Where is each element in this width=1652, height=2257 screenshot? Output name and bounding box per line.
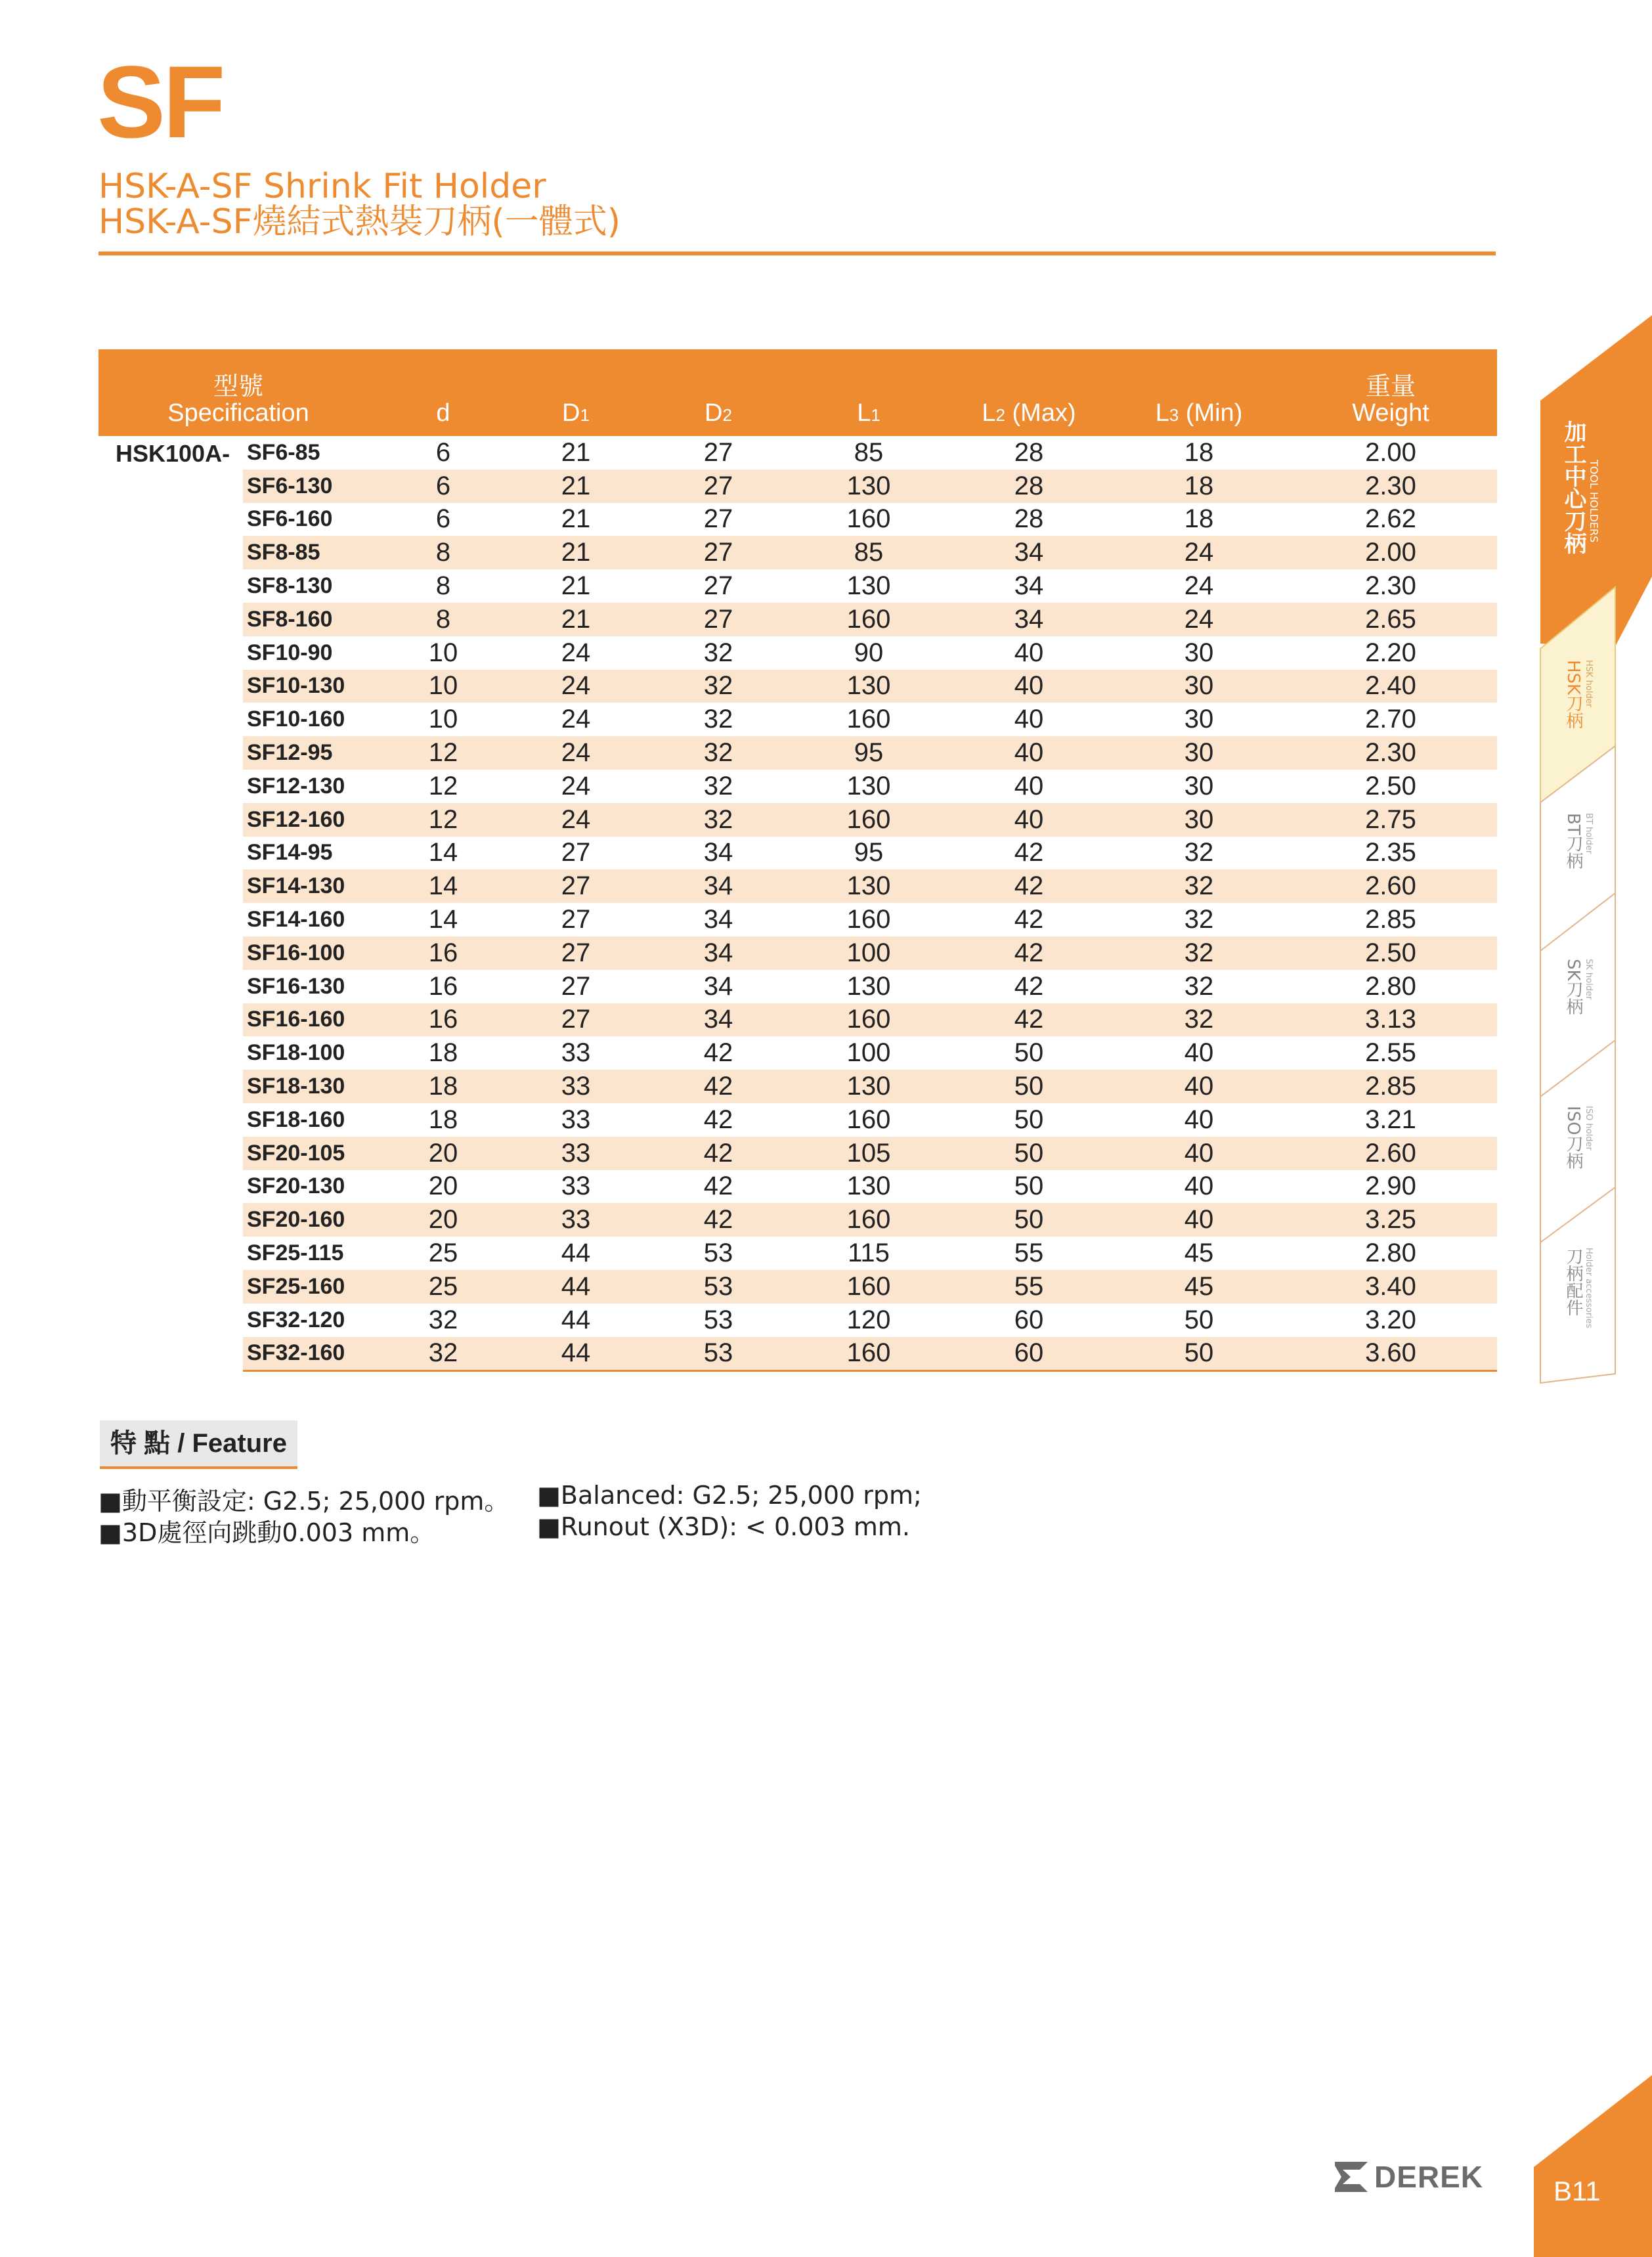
cell-L1: 130 [793, 1070, 944, 1103]
sidebar-tab-bt[interactable]: BT刀柄 [1563, 813, 1583, 869]
model-cell: SF25-115 [247, 1240, 344, 1266]
cell-L3: 40 [1184, 1172, 1214, 1201]
cell-d: 18 [428, 1038, 458, 1068]
table-row [98, 670, 1497, 703]
cell-D1: 27 [561, 971, 591, 1001]
cell-D2: 32 [703, 705, 733, 734]
cell-L1: 130 [846, 571, 891, 601]
cell-d: 14 [428, 905, 458, 934]
cell-L1: 95 [793, 736, 944, 770]
table-row [98, 470, 1497, 503]
cell-L2: 42 [944, 869, 1114, 903]
cell-w: 2.30 [1284, 736, 1497, 770]
table-row [98, 1304, 1497, 1337]
cell-D2: 27 [703, 571, 733, 601]
cell-L1: 95 [854, 838, 884, 867]
cell-D1: 44 [508, 1337, 643, 1371]
page-number: B11 [1554, 2176, 1601, 2206]
cell-L1: 130 [846, 971, 891, 1001]
cell-D1: 24 [561, 771, 591, 800]
model-cell: SF25-160 [243, 1270, 378, 1304]
cell-d: 20 [428, 1172, 458, 1201]
cell-d: 14 [378, 869, 508, 903]
model-cell: SF16-100 [243, 936, 378, 970]
cell-L1: 100 [793, 936, 944, 970]
cell-D1: 27 [561, 905, 591, 934]
cell-L2: 40 [1014, 771, 1044, 800]
cell-L3: 24 [1114, 536, 1284, 569]
cell-D1: 27 [508, 869, 643, 903]
header-weight [1284, 349, 1497, 436]
derek-logo-icon [1335, 2162, 1368, 2192]
cell-L1: 115 [848, 1238, 890, 1268]
model-cell: SF8-160 [243, 603, 378, 636]
cell-D1: 24 [508, 736, 643, 770]
cell-L3: 30 [1114, 670, 1284, 703]
cell-w: 3.20 [1365, 1305, 1416, 1334]
cell-w: 2.62 [1365, 504, 1416, 534]
model-cell: SF32-120 [247, 1307, 345, 1332]
sidebar-tab-iso[interactable]: ISO刀柄 [1563, 1106, 1583, 1170]
cell-w: 2.70 [1365, 705, 1416, 734]
model-cell: SF8-130 [247, 573, 333, 599]
table-row [98, 869, 1497, 903]
model-cell: SF18-130 [243, 1070, 378, 1103]
cell-w: 2.55 [1365, 1038, 1416, 1068]
cell-L3: 40 [1114, 1070, 1284, 1103]
cell-L1: 160 [793, 1003, 944, 1037]
cell-L2: 42 [1014, 838, 1044, 867]
model-cell: SF12-160 [243, 803, 378, 837]
table-row [98, 903, 1497, 936]
table-row [98, 636, 1497, 670]
cell-D2: 42 [643, 1203, 793, 1237]
cell-d: 18 [378, 1070, 508, 1103]
cell-w: 3.13 [1284, 1003, 1497, 1037]
header-weight-zh: 重量 [1365, 373, 1416, 401]
cell-d: 20 [378, 1203, 508, 1237]
model-cell: SF12-130 [247, 773, 345, 799]
brand-logo [1335, 2159, 1483, 2195]
cell-w: 2.85 [1284, 1070, 1497, 1103]
cell-L2: 50 [1014, 1172, 1044, 1201]
cell-L1: 160 [846, 1105, 891, 1134]
header-L1: L1 [793, 349, 944, 436]
cell-D1: 24 [508, 670, 643, 703]
cell-d: 6 [435, 504, 451, 534]
sidebar-tab-hsk-en: HSK holder [1584, 660, 1594, 708]
table-row [98, 536, 1497, 569]
cell-w: 2.50 [1284, 936, 1497, 970]
cell-d: 25 [428, 1238, 458, 1268]
cell-D1: 21 [508, 470, 643, 503]
cell-L2: 34 [944, 603, 1114, 636]
cell-L2: 28 [1014, 504, 1044, 534]
sidebar-tab-accessories[interactable]: 刀柄配件 [1563, 1248, 1583, 1316]
cell-L3: 30 [1114, 736, 1284, 770]
title-underline [98, 252, 1496, 255]
table-row [98, 837, 1497, 870]
cell-L1: 160 [793, 1270, 944, 1304]
model-cell: SF14-130 [243, 869, 378, 903]
cell-D1: 44 [561, 1305, 591, 1334]
cell-L1: 130 [793, 670, 944, 703]
cell-D2: 34 [703, 905, 733, 934]
table-row [98, 503, 1497, 537]
table-row [98, 936, 1497, 970]
cell-w: 2.40 [1284, 670, 1497, 703]
cell-L2: 50 [944, 1203, 1114, 1237]
feature-en-2: ■Runout (X3D): < 0.003 mm. [537, 1512, 910, 1541]
cell-L2: 40 [944, 670, 1114, 703]
table-row [98, 569, 1497, 603]
cell-w: 2.80 [1365, 1238, 1416, 1268]
cell-L3: 30 [1184, 638, 1214, 667]
cell-D1: 21 [561, 504, 591, 534]
cell-L2: 50 [1014, 1105, 1044, 1134]
cell-d: 25 [378, 1270, 508, 1304]
cell-d: 12 [428, 771, 458, 800]
cell-w: 2.80 [1365, 971, 1416, 1001]
cell-L2: 42 [1014, 971, 1044, 1001]
cell-d: 32 [378, 1337, 508, 1371]
cell-D1: 33 [508, 1137, 643, 1170]
model-cell: SF12-95 [243, 736, 378, 770]
model-cell: SF18-160 [247, 1107, 345, 1132]
cell-D1: 33 [508, 1070, 643, 1103]
cell-L2: 50 [1014, 1038, 1044, 1068]
table-row [98, 1337, 1497, 1371]
cell-D2: 27 [643, 470, 793, 503]
cell-D1: 24 [561, 638, 591, 667]
cell-L2: 50 [944, 1070, 1114, 1103]
cell-L1: 160 [846, 504, 891, 534]
cell-D2: 42 [703, 1172, 733, 1201]
table-row [98, 1237, 1497, 1270]
sidebar-tab-hsk[interactable]: HSK刀柄 [1563, 660, 1583, 730]
cell-D1: 33 [561, 1172, 591, 1201]
model-cell: SF10-160 [247, 707, 345, 732]
cell-w: 2.20 [1365, 638, 1416, 667]
cell-L1: 85 [854, 437, 884, 467]
sidebar-tab-sk-en: SK holder [1584, 959, 1594, 1000]
cell-L1: 160 [793, 1337, 944, 1371]
cell-L2: 60 [1014, 1305, 1044, 1334]
cell-L2: 42 [944, 1003, 1114, 1037]
cell-L2: 42 [944, 936, 1114, 970]
cell-D1: 33 [561, 1105, 591, 1134]
cell-d: 12 [378, 803, 508, 837]
table-row [98, 703, 1497, 736]
header-spec [98, 349, 378, 436]
cell-D2: 42 [703, 1038, 733, 1068]
table-row [98, 1070, 1497, 1103]
cell-d: 14 [428, 838, 458, 867]
cell-D1: 44 [561, 1238, 591, 1268]
cell-L3: 32 [1184, 838, 1214, 867]
cell-w: 3.21 [1365, 1105, 1416, 1134]
cell-d: 18 [428, 1105, 458, 1134]
cell-D2: 42 [703, 1105, 733, 1134]
cell-d: 16 [378, 936, 508, 970]
cell-w: 2.00 [1365, 437, 1416, 467]
cell-w: 2.60 [1284, 1137, 1497, 1170]
model-cell: SF20-160 [243, 1203, 378, 1237]
spec-table-body [98, 436, 1497, 1371]
cell-w: 2.50 [1365, 771, 1416, 800]
header-D1: D1 [508, 349, 643, 436]
table-row [98, 970, 1497, 1003]
model-cell: SF6-160 [247, 506, 333, 532]
cell-L1: 105 [793, 1137, 944, 1170]
sidebar-tab-bt-en: BT holder [1584, 813, 1594, 854]
cell-L2: 60 [944, 1337, 1114, 1371]
table-header-row [98, 349, 1497, 436]
cell-L3: 30 [1114, 803, 1284, 837]
cell-D1: 33 [561, 1038, 591, 1068]
cell-w: 3.25 [1284, 1203, 1497, 1237]
cell-d: 16 [428, 971, 458, 1001]
cell-L1: 130 [846, 771, 891, 800]
cell-L3: 45 [1184, 1238, 1214, 1268]
page-title: SF [97, 45, 223, 160]
cell-d: 6 [435, 437, 451, 467]
cell-L3: 24 [1114, 603, 1284, 636]
brand-name: DEREK [1374, 2160, 1484, 2194]
cell-L3: 40 [1114, 1137, 1284, 1170]
cell-L3: 24 [1184, 571, 1214, 601]
cell-L2: 40 [944, 736, 1114, 770]
cell-D2: 27 [703, 437, 733, 467]
cell-D1: 27 [508, 1003, 643, 1037]
feature-heading: 特 點 / Feature [100, 1420, 297, 1469]
cell-w: 2.60 [1284, 869, 1497, 903]
cell-d: 8 [435, 571, 451, 601]
page-corner-graphic [1534, 2075, 1652, 2257]
cell-L3: 40 [1184, 1105, 1214, 1134]
cell-L1: 160 [793, 803, 944, 837]
cell-D1: 24 [508, 803, 643, 837]
table-row [98, 736, 1497, 770]
cell-d: 16 [378, 1003, 508, 1037]
cell-D1: 27 [508, 936, 643, 970]
header-spec-zh: 型號 [213, 373, 263, 401]
cell-D2: 42 [643, 1137, 793, 1170]
cell-D2: 32 [703, 771, 733, 800]
table-row [98, 1203, 1497, 1237]
cell-L3: 32 [1114, 1003, 1284, 1037]
feature-zh-2: ■3D處徑向跳動0.003 mm。 [98, 1518, 435, 1547]
cell-L1: 130 [846, 1172, 891, 1201]
cell-D2: 27 [643, 536, 793, 569]
header-L3: L3 (Min) [1114, 349, 1284, 436]
cell-L3: 45 [1114, 1270, 1284, 1304]
model-cell: SF6-85 [247, 439, 320, 465]
cell-L2: 40 [1014, 638, 1044, 667]
cell-L2: 34 [1014, 571, 1044, 601]
series-label: HSK100A- [116, 440, 230, 467]
cell-L2: 55 [1014, 1238, 1044, 1268]
table-row [98, 436, 1497, 470]
model-cell: SF10-130 [243, 670, 378, 703]
cell-d: 10 [378, 670, 508, 703]
cell-L3: 30 [1184, 771, 1214, 800]
cell-L1: 160 [793, 603, 944, 636]
cell-L2: 42 [1014, 905, 1044, 934]
cell-D2: 32 [703, 638, 733, 667]
cell-D1: 24 [561, 705, 591, 734]
cell-L3: 32 [1114, 869, 1284, 903]
cell-w: 2.30 [1284, 470, 1497, 503]
cell-D2: 32 [643, 803, 793, 837]
cell-L3: 32 [1184, 905, 1214, 934]
model-cell: SF10-90 [247, 640, 333, 665]
table-row [98, 1103, 1497, 1137]
cell-D1: 33 [508, 1203, 643, 1237]
table-row [98, 770, 1497, 803]
cell-L3: 40 [1114, 1203, 1284, 1237]
cell-L1: 130 [793, 470, 944, 503]
cell-L3: 50 [1114, 1337, 1284, 1371]
cell-L2: 28 [944, 470, 1114, 503]
cell-w: 2.00 [1284, 536, 1497, 569]
feature-zh-1: ■動平衡設定: G2.5; 25,000 rpm。 [98, 1487, 510, 1516]
model-cell: SF6-130 [243, 470, 378, 503]
cell-L3: 32 [1114, 936, 1284, 970]
cell-L3: 40 [1184, 1038, 1214, 1068]
model-cell: SF32-160 [243, 1337, 378, 1371]
header-D2: D2 [643, 349, 793, 436]
cell-d: 20 [378, 1137, 508, 1170]
cell-d: 8 [378, 536, 508, 569]
cell-L2: 40 [944, 803, 1114, 837]
cell-w: 2.75 [1284, 803, 1497, 837]
table-row [98, 1003, 1497, 1037]
model-cell: SF14-95 [247, 840, 333, 866]
cell-w: 2.30 [1365, 571, 1416, 601]
cell-d: 8 [378, 603, 508, 636]
cell-L2: 55 [944, 1270, 1114, 1304]
cell-d: 10 [428, 638, 458, 667]
model-cell: SF16-160 [243, 1003, 378, 1037]
subtitle-english: HSK-A-SF Shrink Fit Holder [98, 167, 546, 206]
cell-L3: 50 [1184, 1305, 1214, 1334]
cell-L1: 90 [854, 638, 884, 667]
cell-D2: 53 [703, 1305, 733, 1334]
cell-D1: 44 [508, 1270, 643, 1304]
model-cell: SF16-130 [247, 973, 345, 999]
cell-D2: 32 [643, 736, 793, 770]
cell-d: 32 [428, 1305, 458, 1334]
header-spec-en: Specification [167, 399, 309, 427]
cell-D1: 21 [561, 571, 591, 601]
cell-L1: 160 [846, 905, 891, 934]
cell-w: 2.35 [1365, 838, 1416, 867]
cell-D1: 21 [508, 536, 643, 569]
cell-L1: 160 [846, 705, 891, 734]
cell-D2: 53 [643, 1270, 793, 1304]
header-L2: L2 (Max) [944, 349, 1114, 436]
cell-w: 2.65 [1284, 603, 1497, 636]
cell-D2: 27 [703, 504, 733, 534]
sidebar-main-en: TOOL HOLDERS [1588, 460, 1600, 543]
cell-L1: 120 [846, 1305, 891, 1334]
cell-L2: 40 [1014, 705, 1044, 734]
cell-D2: 34 [643, 1003, 793, 1037]
cell-L1: 85 [793, 536, 944, 569]
cell-D1: 27 [561, 838, 591, 867]
sidebar-tab-accessories-en: Holder accessories [1584, 1248, 1594, 1328]
cell-L3: 18 [1184, 437, 1214, 467]
feature-en-1: ■Balanced: G2.5; 25,000 rpm; [537, 1481, 922, 1510]
cell-D2: 34 [703, 838, 733, 867]
sidebar-main-zh: 加工中心刀柄 [1560, 420, 1586, 554]
cell-L3: 18 [1184, 504, 1214, 534]
cell-D2: 34 [703, 971, 733, 1001]
header-d: d [378, 349, 508, 436]
cell-D2: 53 [703, 1238, 733, 1268]
cell-L2: 50 [944, 1137, 1114, 1170]
cell-L3: 32 [1184, 971, 1214, 1001]
cell-w: 3.40 [1284, 1270, 1497, 1304]
cell-D1: 21 [508, 603, 643, 636]
cell-L1: 130 [793, 869, 944, 903]
cell-L2: 34 [944, 536, 1114, 569]
cell-L1: 100 [846, 1038, 891, 1068]
table-row [98, 803, 1497, 837]
model-cell: SF14-160 [247, 907, 345, 932]
sidebar-tab-iso-en: ISO holder [1584, 1106, 1594, 1150]
model-cell: SF8-85 [243, 536, 378, 569]
spec-table [98, 349, 1497, 1372]
table-row [98, 1270, 1497, 1304]
cell-D2: 34 [643, 936, 793, 970]
cell-w: 2.85 [1365, 905, 1416, 934]
cell-d: 6 [378, 470, 508, 503]
table-row [98, 1036, 1497, 1070]
cell-d: 10 [428, 705, 458, 734]
table-row [98, 603, 1497, 636]
cell-D2: 32 [643, 670, 793, 703]
cell-D2: 34 [643, 869, 793, 903]
cell-D1: 21 [561, 437, 591, 467]
cell-D2: 42 [643, 1070, 793, 1103]
cell-L3: 18 [1114, 470, 1284, 503]
model-cell: SF20-130 [247, 1173, 345, 1199]
subtitle-chinese: HSK-A-SF燒結式熱裝刀柄(一體式) [98, 202, 621, 242]
table-row [98, 1170, 1497, 1204]
model-cell: SF20-105 [243, 1137, 378, 1170]
cell-L1: 160 [793, 1203, 944, 1237]
cell-w: 2.90 [1365, 1172, 1416, 1201]
cell-D2: 27 [643, 603, 793, 636]
cell-D2: 53 [643, 1337, 793, 1371]
header-weight-en: Weight [1352, 399, 1429, 427]
cell-L2: 28 [1014, 437, 1044, 467]
model-cell: SF18-100 [247, 1040, 345, 1066]
sidebar-tab-sk[interactable]: SK刀柄 [1563, 959, 1583, 1015]
table-row [98, 1137, 1497, 1170]
cell-d: 12 [378, 736, 508, 770]
cell-L3: 30 [1184, 705, 1214, 734]
cell-w: 3.60 [1284, 1337, 1497, 1371]
